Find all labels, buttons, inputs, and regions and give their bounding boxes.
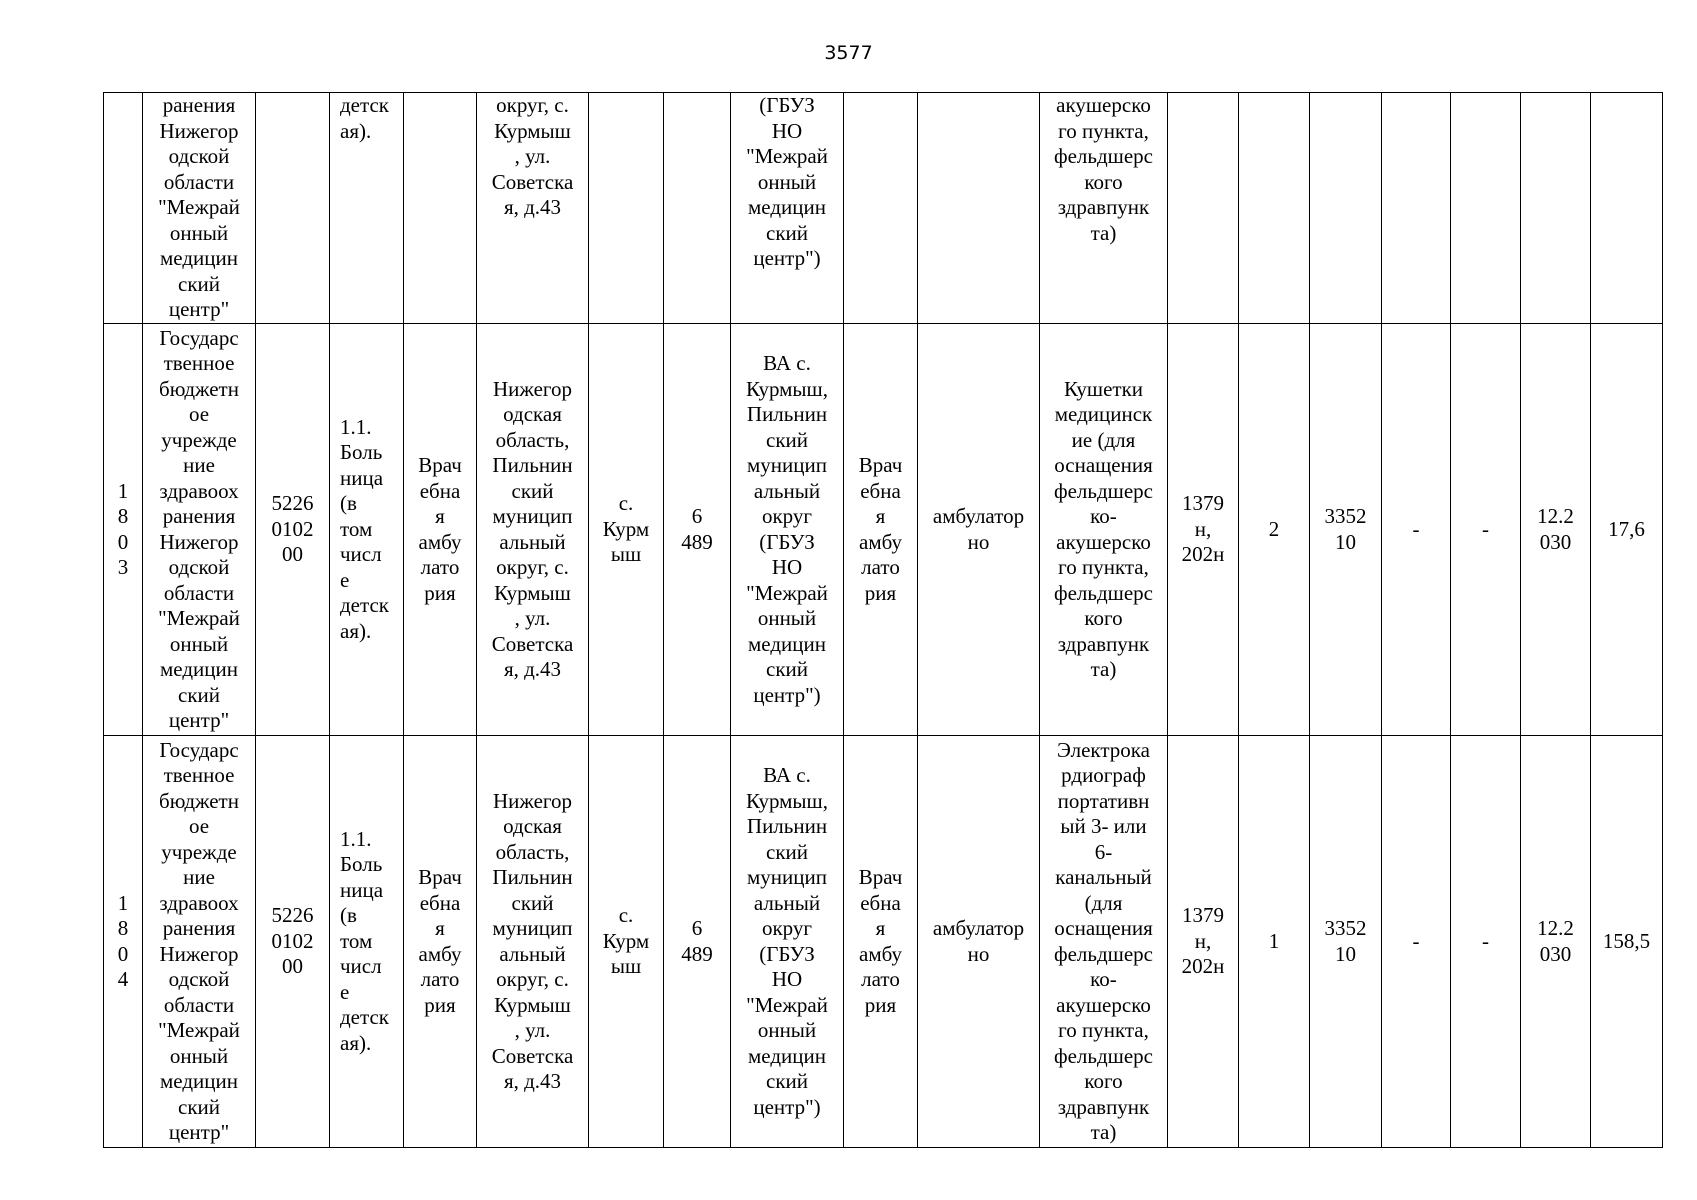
cell-equipment: акушерско го пункта, фельдшерс кого здравпунк та) (1040, 93, 1168, 324)
cell-locality: с. Курм ыш (589, 324, 664, 736)
cell-code (1310, 93, 1382, 324)
cell-locality: с. Курм ыш (589, 736, 664, 1148)
cell-quantity (1239, 93, 1310, 324)
cell-unit: (ГБУЗ НО "Межрай онный медицин ский центр") (731, 93, 844, 324)
cell-col17: - (1451, 324, 1521, 736)
table-row (104, 324, 1663, 736)
cell-order: 1379 н, 202н (1168, 324, 1239, 736)
cell-address: Нижегор одская область, Пильнин ский муницип альный округ, с. Курмыш , ул. Советска я, д.43 (477, 324, 589, 736)
cell-date: 12.2 030 (1521, 324, 1591, 736)
cell-object-type: детск ая). (330, 93, 404, 324)
cell-col16: - (1382, 324, 1451, 736)
cell-equipment: Кушетки медицинск ие (для оснащения фельдшерс ко- акушерско го пункта, фельдшерс кого здравпунк та) (1040, 324, 1168, 736)
cell-oktmo: 5226 0102 00 (256, 324, 330, 736)
cell-order: 1379 н, 202н (1168, 736, 1239, 1148)
cell-care-form: амбулатор но (918, 324, 1040, 736)
cell-row-number (104, 93, 143, 324)
cell-locality (589, 93, 664, 324)
cell-date: 12.2 030 (1521, 736, 1591, 1148)
cell-price (1591, 93, 1663, 324)
cell-organization: Государс твенное бюджетн ое учрежде ние здравоох ранения Нижегор одской области "Межрай онный медицин ский центр" (143, 324, 256, 736)
cell-population: 6 489 (664, 324, 731, 736)
cell-object-type: 1.1. Боль ница (в том числ е детск ая). (330, 736, 404, 1148)
cell-unit-type: Врач ебна я амбу лато рия (844, 324, 918, 736)
cell-unit-type: Врач ебна я амбу лато рия (844, 736, 918, 1148)
cell-object-type: 1.1. Боль ница (в том числ е детск ая). (330, 324, 404, 736)
cell-population: 6 489 (664, 736, 731, 1148)
cell-quantity: 2 (1239, 324, 1310, 736)
cell-col16 (1382, 93, 1451, 324)
cell-subdivision: Врач ебна я амбу лато рия (404, 324, 477, 736)
cell-unit: ВА с. Курмыш, Пильнин ский муницип альный округ (ГБУЗ НО "Межрай онный медицин ский центр") (731, 736, 844, 1148)
cell-row-number: 1 8 0 4 (104, 736, 143, 1148)
cell-address: округ, с. Курмыш , ул. Советска я, д.43 (477, 93, 589, 324)
cell-organization: ранения Нижегор одской области "Межрай онный медицин ский центр" (143, 93, 256, 324)
cell-price: 17,6 (1591, 324, 1663, 736)
cell-subdivision (404, 93, 477, 324)
cell-subdivision: Врач ебна я амбу лато рия (404, 736, 477, 1148)
cell-col16: - (1382, 736, 1451, 1148)
cell-date (1521, 93, 1591, 324)
table-row (104, 93, 1663, 324)
cell-organization: Государс твенное бюджетн ое учрежде ние здравоох ранения Нижегор одской области "Межрай онный медицин ский центр" (143, 736, 256, 1148)
cell-oktmo: 5226 0102 00 (256, 736, 330, 1148)
cell-col17: - (1451, 736, 1521, 1148)
cell-code: 3352 10 (1310, 736, 1382, 1148)
cell-row-number: 1 8 0 3 (104, 324, 143, 736)
cell-order (1168, 93, 1239, 324)
equipment-table (103, 92, 1663, 1148)
cell-care-form: амбулатор но (918, 736, 1040, 1148)
table-row (104, 736, 1663, 1148)
cell-col17 (1451, 93, 1521, 324)
cell-care-form (918, 93, 1040, 324)
cell-population (664, 93, 731, 324)
cell-oktmo (256, 93, 330, 324)
cell-code: 3352 10 (1310, 324, 1382, 736)
cell-unit-type (844, 93, 918, 324)
cell-quantity: 1 (1239, 736, 1310, 1148)
cell-equipment: Электрока рдиограф портативн ый 3- или 6- канальный (для оснащения фельдшерс ко- акушерско го пункта, фельдшерс кого здравпунк та) (1040, 736, 1168, 1148)
cell-unit: ВА с. Курмыш, Пильнин ский муницип альный округ (ГБУЗ НО "Межрай онный медицин ский центр") (731, 324, 844, 736)
cell-price: 158,5 (1591, 736, 1663, 1148)
page-number: 3577 (824, 42, 873, 64)
cell-address: Нижегор одская область, Пильнин ский муницип альный округ, с. Курмыш , ул. Советска я, д.43 (477, 736, 589, 1148)
